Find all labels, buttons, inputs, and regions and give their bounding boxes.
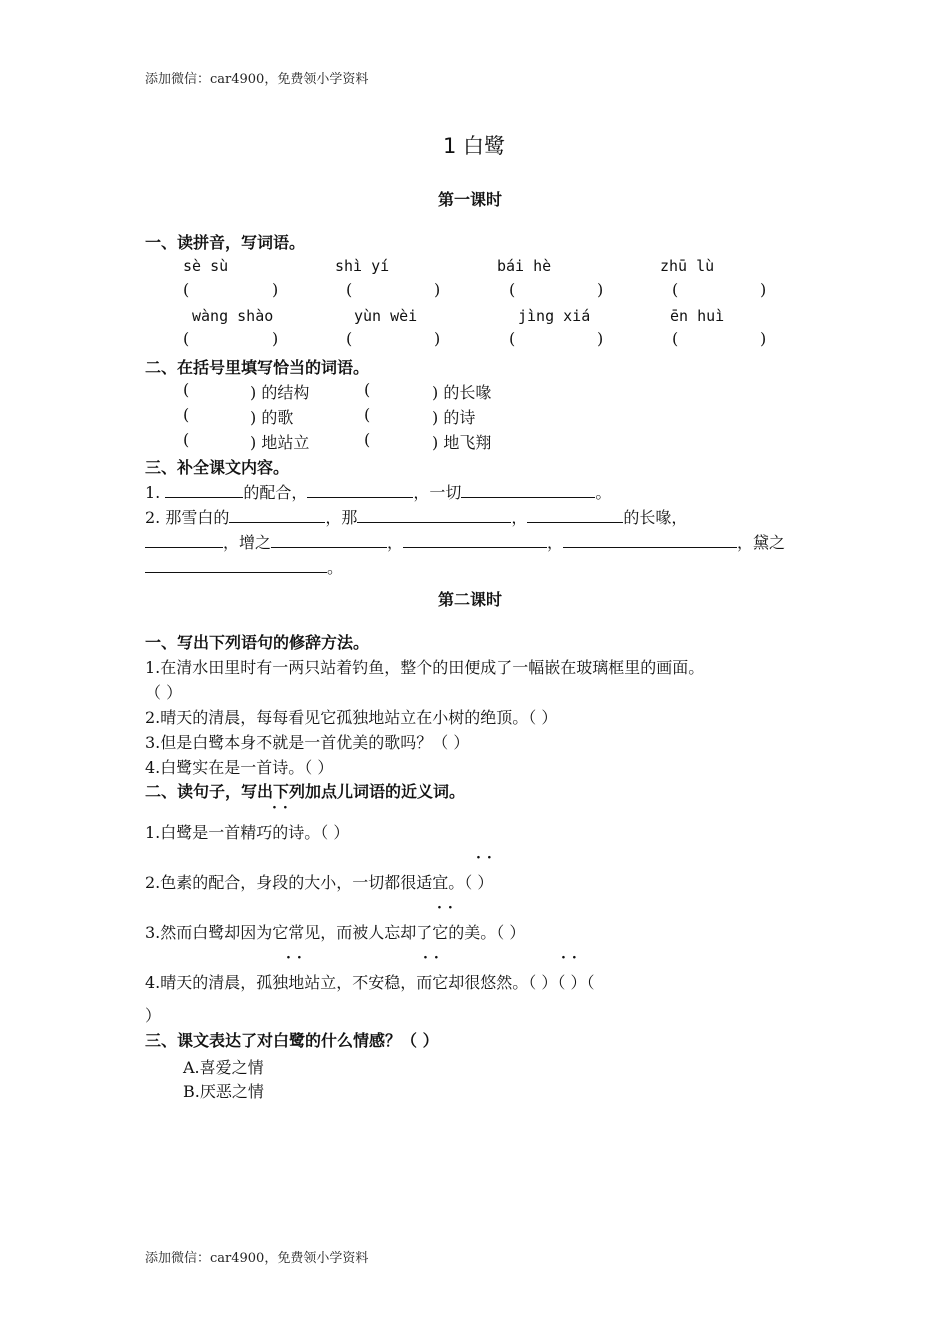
p2-q3-heading[interactable]: 三、课文表达了对白鹭的什么情感？（ ） bbox=[145, 1031, 439, 1050]
option-a[interactable]: A.喜爱之情 bbox=[183, 1058, 264, 1077]
answer-box[interactable]: ( bbox=[672, 280, 679, 299]
p1-q1-heading: 一、读拼音，写词语。 bbox=[145, 233, 306, 252]
answer-box[interactable]: ( bbox=[672, 329, 679, 348]
p1-q2-heading: 二、在括号里填写恰当的词语。 bbox=[145, 358, 370, 377]
q3-line-4: 。 bbox=[145, 555, 343, 578]
rhetoric-4[interactable]: 4.白鹭实在是一首诗。（ ） bbox=[145, 758, 334, 777]
fill-item: ) 的长喙 bbox=[432, 383, 492, 402]
page-title: 1 白鹭 bbox=[443, 134, 506, 158]
option-b[interactable]: B.厌恶之情 bbox=[183, 1082, 264, 1101]
blank-line[interactable] bbox=[307, 483, 413, 498]
synonym-2[interactable]: 2.色素的配合，身段的大小，一切都很适宜。（ ） bbox=[145, 873, 494, 892]
p2-q1-heading: 一、写出下列语句的修辞方法。 bbox=[145, 633, 370, 652]
answer-box-close: ) bbox=[597, 280, 604, 299]
q3-line-3: ，增之 ， ， ，黛之 bbox=[145, 530, 785, 553]
answer-box-close: ) bbox=[434, 280, 441, 299]
answer-box[interactable]: ( bbox=[183, 280, 190, 299]
answer-box[interactable]: ( bbox=[346, 329, 353, 348]
pinyin-8: ēn huì bbox=[670, 307, 725, 325]
blank-line[interactable] bbox=[461, 483, 595, 498]
blank-line[interactable] bbox=[145, 558, 327, 573]
fill-paren[interactable]: ( bbox=[364, 380, 371, 399]
pinyin-5: wàng shào bbox=[192, 307, 274, 325]
blank-line[interactable] bbox=[527, 508, 623, 523]
answer-box-close: ) bbox=[597, 329, 604, 348]
fill-paren[interactable]: ( bbox=[183, 405, 190, 424]
page-footer: 添加微信：car4900，免费领小学资料 bbox=[145, 1251, 369, 1266]
answer-box-close: ) bbox=[434, 329, 441, 348]
fill-item: ) 地飞翔 bbox=[432, 433, 492, 452]
emphasis-dots: ·· bbox=[286, 950, 308, 966]
lesson-1-heading: 第一课时 bbox=[438, 190, 503, 209]
q3-line-2: 2. 那雪白的 ，那 ， 的长喙， bbox=[145, 508, 688, 527]
blank-line[interactable] bbox=[403, 533, 547, 548]
emphasis-dots: ·· bbox=[561, 950, 583, 966]
pinyin-4: zhū lù bbox=[660, 257, 715, 275]
page-header: 添加微信：car4900，免费领小学资料 bbox=[145, 72, 369, 87]
emphasis-dots: ·· bbox=[437, 900, 459, 916]
fill-item: ) 的诗 bbox=[432, 408, 476, 427]
lesson-2-heading: 第二课时 bbox=[438, 590, 503, 609]
blank-line[interactable] bbox=[165, 483, 243, 498]
fill-item: ) 的歌 bbox=[250, 408, 294, 427]
rhetoric-3[interactable]: 3.但是白鹭本身不就是一首优美的歌吗？（ ） bbox=[145, 733, 470, 752]
fill-paren[interactable]: ( bbox=[183, 430, 190, 449]
rhetoric-1-answer[interactable]: （ ） bbox=[145, 683, 183, 702]
emphasis-dots: ·· bbox=[423, 950, 445, 966]
p1-q3-heading: 三、补全课文内容。 bbox=[145, 458, 290, 477]
answer-box-close: ) bbox=[272, 280, 279, 299]
fill-paren[interactable]: ( bbox=[183, 380, 190, 399]
emphasis-dots: ·· bbox=[272, 800, 294, 816]
synonym-1[interactable]: 1.白鹭是一首精巧的诗。（ ） bbox=[145, 823, 350, 842]
fill-paren[interactable]: ( bbox=[364, 405, 371, 424]
rhetoric-1: 1.在清水田里时有一两只站着钓鱼，整个的田便成了一幅嵌在玻璃框里的画面。 bbox=[145, 658, 705, 677]
pinyin-7: jìng xiá bbox=[518, 307, 591, 325]
rhetoric-2[interactable]: 2.晴天的清晨，每每看见它孤独地站立在小树的绝顶。（ ） bbox=[145, 708, 558, 727]
synonym-4[interactable]: 4.晴天的清晨，孤独地站立，不安稳，而它却很悠然。（ ）（ ）（ bbox=[145, 973, 595, 992]
pinyin-1: sè sù bbox=[183, 257, 229, 275]
p2-q2-heading: 二、读句子，写出下列加点儿词语的近义词。 bbox=[145, 782, 466, 801]
blank-line[interactable] bbox=[229, 508, 325, 523]
q3-line-1: 1. 的配合， ，一切 。 bbox=[145, 483, 612, 502]
fill-item: ) 的结构 bbox=[250, 383, 310, 402]
answer-box-close: ) bbox=[760, 280, 767, 299]
pinyin-3: bái hè bbox=[497, 257, 552, 275]
blank-line[interactable] bbox=[145, 533, 223, 548]
blank-line[interactable] bbox=[357, 508, 511, 523]
answer-box[interactable]: ( bbox=[509, 280, 516, 299]
synonym-4-cont: ） bbox=[145, 1006, 162, 1025]
answer-box[interactable]: ( bbox=[346, 280, 353, 299]
answer-box[interactable]: ( bbox=[183, 329, 190, 348]
blank-line[interactable] bbox=[271, 533, 387, 548]
blank-line[interactable] bbox=[563, 533, 737, 548]
fill-item: ) 地站立 bbox=[250, 433, 310, 452]
pinyin-6: yùn wèi bbox=[354, 307, 418, 325]
answer-box-close: ) bbox=[760, 329, 767, 348]
fill-paren[interactable]: ( bbox=[364, 430, 371, 449]
answer-box-close: ) bbox=[272, 329, 279, 348]
answer-box[interactable]: ( bbox=[509, 329, 516, 348]
emphasis-dots: ·· bbox=[476, 850, 498, 866]
pinyin-2: shì yí bbox=[335, 257, 390, 275]
synonym-3[interactable]: 3.然而白鹭却因为它常见，而被人忘却了它的美。（ ） bbox=[145, 923, 526, 942]
